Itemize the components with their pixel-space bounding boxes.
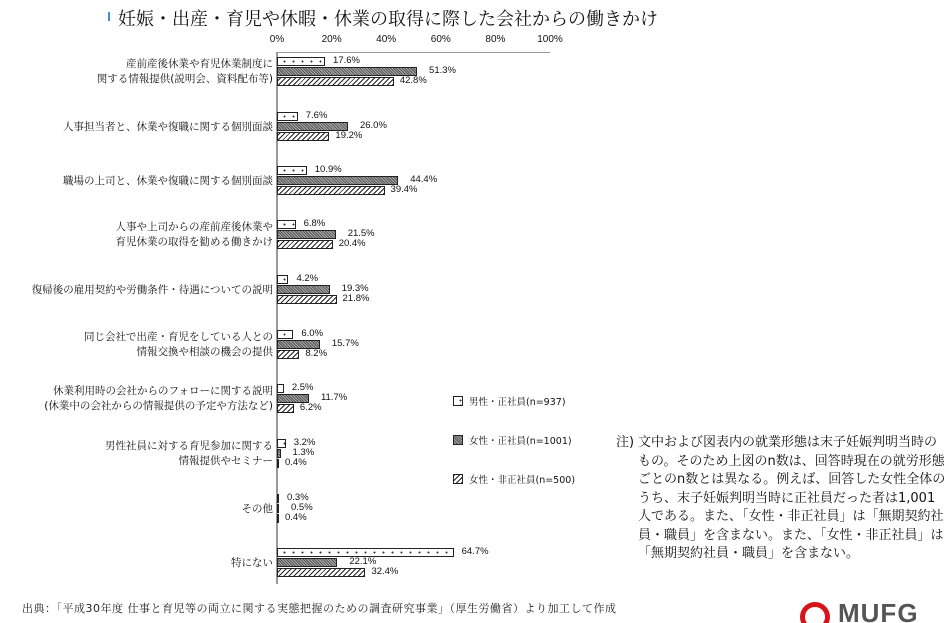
category-label xyxy=(84,330,273,360)
value-label: 19.3% xyxy=(341,283,369,294)
category-label-line: 情報交換や相談の機会の提供 xyxy=(136,346,273,358)
value-label: 6.8% xyxy=(303,218,326,229)
x-axis-ticks xyxy=(0,34,949,48)
bar xyxy=(277,514,279,523)
value-label: 42.8% xyxy=(399,75,427,86)
value-label: 21.5% xyxy=(347,228,375,239)
category-label xyxy=(32,283,273,298)
value-label: 2.5% xyxy=(291,382,314,393)
category-label-line: 人事担当者と、休業や復職に関する個別面談 xyxy=(63,120,273,133)
x-tick-label: 60% xyxy=(430,34,451,45)
x-tick-label: 100% xyxy=(537,34,563,45)
footnote-text: 文中および図表内の就業形態は末子妊娠判明当時のもの。そのため上図のn数は、回答時現在の就労形態ごとのn数とは異なる。例えば、回答した女性全体のうち、末子妊娠判明当時に正社員だった者は1,001人である。また、「女性・非正社員」は「無期契約社員・職員」を含まない。また、「女性・非正社員」は「無期契約社員・職員」を含まない。 xyxy=(638,435,946,561)
value-label: 0.4% xyxy=(285,457,307,468)
title-marker xyxy=(108,12,110,21)
legend-item-female-nonregular xyxy=(453,472,575,486)
category-label xyxy=(242,502,274,517)
category-label xyxy=(97,57,273,87)
category-label-line: 関する情報提供(説明会、資料配布等) xyxy=(96,73,273,85)
legend-item-male-regular xyxy=(453,394,566,408)
value-label: 51.3% xyxy=(429,65,456,76)
category-label-line: 情報提供やセミナー xyxy=(178,455,273,467)
value-label: 15.7% xyxy=(331,338,359,349)
bar xyxy=(277,112,298,121)
value-label: 0.4% xyxy=(285,512,307,523)
bar xyxy=(277,295,337,304)
bar xyxy=(277,494,279,503)
category-label xyxy=(231,556,273,571)
value-label: 20.4% xyxy=(338,238,366,249)
x-tick-label: 0% xyxy=(269,34,285,45)
bar xyxy=(277,77,394,86)
value-label: 1.3% xyxy=(292,447,315,458)
category-label-line: 特にない xyxy=(231,556,273,569)
value-label: 19.2% xyxy=(335,130,363,141)
value-label: 39.4% xyxy=(390,184,418,195)
x-tick-label: 20% xyxy=(321,34,342,45)
bar xyxy=(277,230,336,239)
value-label: 3.2% xyxy=(293,437,316,448)
logo-text: MUFG xyxy=(838,600,919,623)
logo-mark-icon xyxy=(800,602,830,623)
stripes-pattern-swatch-icon xyxy=(453,474,463,484)
bar xyxy=(277,67,417,76)
footnote-prefix: 注) xyxy=(616,435,635,450)
bar xyxy=(277,404,294,413)
value-label: 11.7% xyxy=(320,392,348,403)
dots-pattern-swatch-icon xyxy=(453,396,463,406)
category-label-line: 休業利用時の会社からのフォローに関する説明 xyxy=(53,385,273,397)
value-label: 6.2% xyxy=(299,402,322,413)
category-label-line: 産前産後休業や育児休業制度に xyxy=(126,58,273,70)
legend-label: 女性・非正社員(n=500) xyxy=(469,475,576,486)
x-tick-label: 80% xyxy=(485,34,506,45)
value-label: 44.4% xyxy=(410,174,438,185)
bar xyxy=(277,240,333,249)
value-label: 22.1% xyxy=(349,556,377,567)
category-label xyxy=(63,120,273,135)
legend-label: 男性・正社員(n=937) xyxy=(469,397,566,408)
bar xyxy=(277,57,325,66)
category-label xyxy=(116,220,274,250)
footnote xyxy=(616,434,946,564)
bar xyxy=(277,350,299,359)
legend-item-female-regular xyxy=(453,433,572,447)
bar xyxy=(277,439,286,448)
bar xyxy=(277,220,296,229)
bar xyxy=(277,285,330,294)
bar xyxy=(277,504,279,513)
category-label-line: 男性社員に対する育児参加に関する xyxy=(105,440,273,452)
bar xyxy=(277,459,279,468)
category-label-line: 職場の上司と、休業や復職に関する個別面談 xyxy=(63,174,273,187)
value-label: 17.6% xyxy=(333,55,360,66)
category-label xyxy=(63,174,273,189)
category-label-line: 人事や上司からの産前産後休業や xyxy=(115,221,273,233)
value-label: 4.2% xyxy=(296,273,319,284)
bar xyxy=(277,132,329,141)
category-label xyxy=(44,384,273,414)
category-label-line: (休業中の会社からの情報提供の予定や方法など) xyxy=(44,400,273,412)
value-label: 32.4% xyxy=(371,566,399,577)
bar xyxy=(277,449,281,458)
bar xyxy=(277,275,288,284)
x-tick-label: 40% xyxy=(376,34,397,45)
legend-label: 女性・正社員(n=1001) xyxy=(469,436,572,447)
value-label: 7.6% xyxy=(305,110,328,121)
bar xyxy=(277,384,284,393)
value-label: 0.3% xyxy=(287,492,309,503)
category-label-line: 同じ会社で出産・育児をしている人との xyxy=(84,331,273,343)
category-label-line: 育児休業の取得を勧める働きかけ xyxy=(115,236,273,248)
value-label: 0.5% xyxy=(291,502,313,513)
value-label: 26.0% xyxy=(359,120,387,131)
bar xyxy=(277,568,365,577)
value-label: 6.0% xyxy=(301,328,324,339)
chart-title: 妊娠・出産・育児や休暇・休業の取得に際した会社からの働きかけ xyxy=(118,9,658,30)
crosshatch-pattern-swatch-icon xyxy=(453,435,463,445)
value-label: 8.2% xyxy=(305,348,328,359)
x-axis-line xyxy=(277,52,550,53)
source-citation: 出典：「平成30年度 仕事と育児等の両立に関する実態把握のための調査研究事業」（厚生労働省）より加工して作成 xyxy=(22,602,617,615)
value-label: 64.7% xyxy=(461,546,489,557)
category-label-line: 復帰後の雇用契約や労働条件・待遇についての説明 xyxy=(31,283,273,296)
value-label: 10.9% xyxy=(314,164,342,175)
category-label-line: その他 xyxy=(241,502,273,515)
bar xyxy=(277,330,293,339)
bar xyxy=(277,176,398,185)
bar xyxy=(277,166,307,175)
bar xyxy=(277,558,337,567)
bar xyxy=(277,186,385,195)
category-label xyxy=(105,439,273,469)
mufg-logo xyxy=(800,600,949,623)
value-label: 21.8% xyxy=(342,293,370,304)
